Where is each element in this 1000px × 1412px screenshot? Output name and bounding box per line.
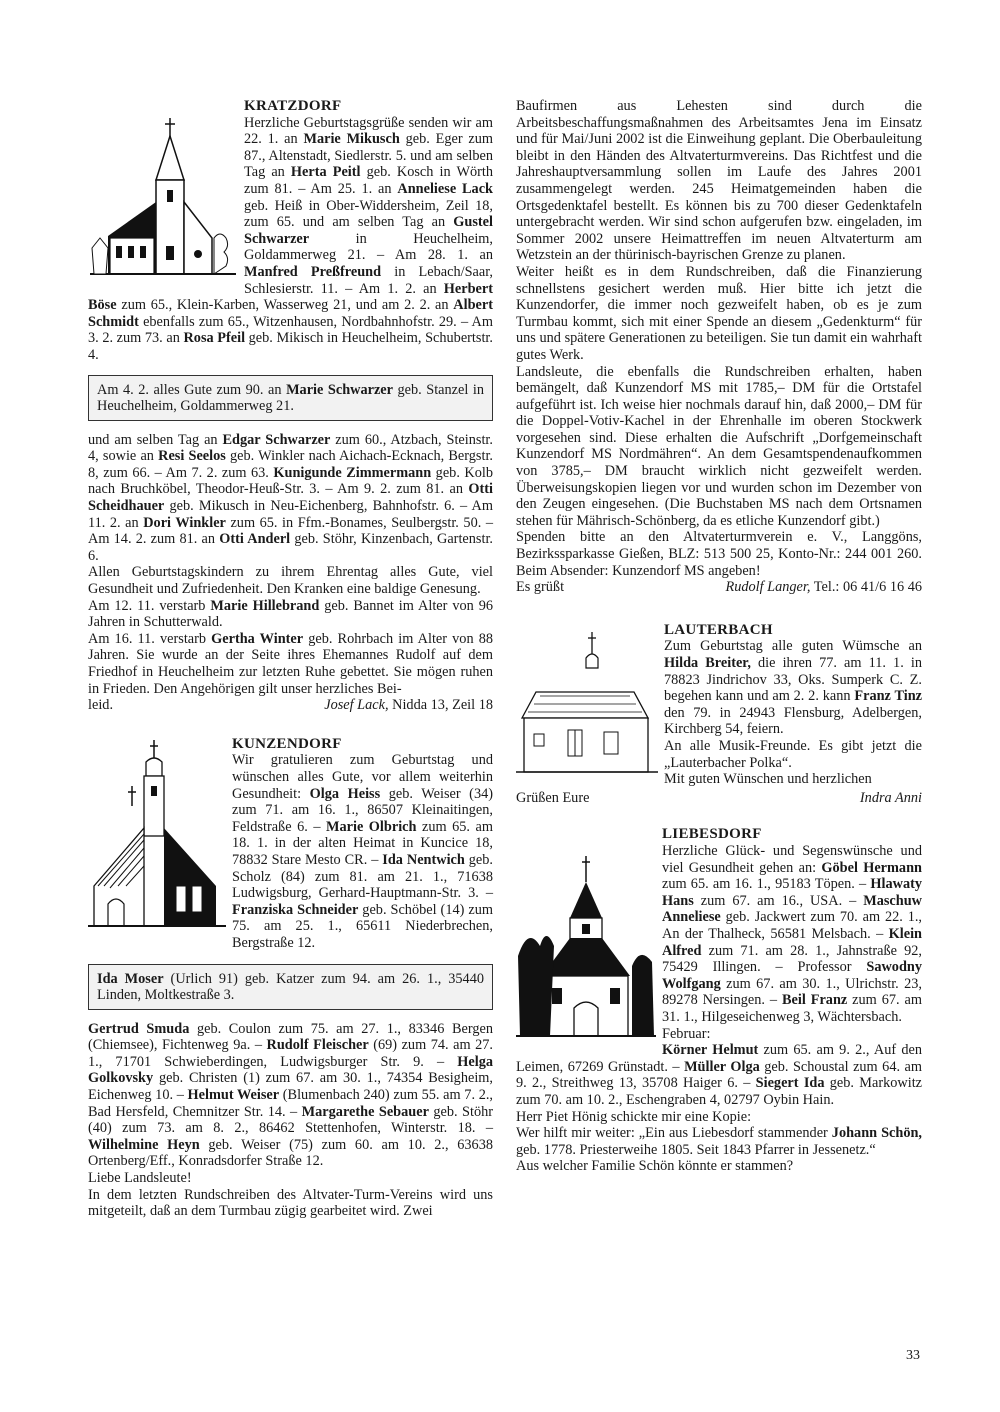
kratzdorf-signature-left: leid.	[88, 697, 114, 714]
bold-name: Helmut Weiser	[187, 1087, 280, 1104]
text-run: (69) zum 74. am 27. 1., 71701 Schwieberdingen, Ludwigsburger Str. 9. –	[88, 1037, 493, 1070]
liebesdorf-copy-note	[516, 1109, 922, 1126]
text-run: geb. Stanzel in Heuchelheim, Goldammerweg 21.	[97, 381, 484, 415]
bold-name: Albert Schmidt	[88, 297, 493, 330]
bold-name: Olga Heiss	[309, 785, 381, 802]
text-run: In dem letzten Rundschreiben des Altvater-Turm-Vereins wird uns mitgeteilt, daß an dem Turmbau zügig gearbeitet wird. Zwei	[88, 1186, 493, 1220]
kunzendorf-donation-paragraph	[516, 529, 922, 579]
bold-name: Gertha Winter	[211, 630, 304, 647]
text-run: zum 67. am 30. 1., Ulrichstr. 23, 89278 Nersingen. –	[662, 975, 922, 1009]
bold-name: Maschuw Anneliese	[662, 892, 922, 926]
text-run: geb. Mikusch in Neu-Eichenberg, Bahnhofstr. 6. – Am 11. 2. an	[88, 498, 493, 531]
text-run: Am 12. 11. verstarb	[88, 597, 211, 614]
text-run: geb. Kosch in Wörth zum 81. – Am 25. 1. an	[244, 164, 493, 197]
kratzdorf-highlight-box	[88, 375, 493, 421]
text-run: (Blumenbach 240) zum 55. am 7. 2., Bad Hersfeld, Chemnitzer Str. 14. –	[88, 1087, 493, 1120]
text-run: und am selben Tag an	[88, 431, 223, 448]
bold-name: Manfred Preßfreund	[244, 263, 382, 280]
text-run: Am 16. 11. verstarb	[88, 630, 212, 647]
kunzendorf-heading: KUNZENDORF	[232, 735, 342, 752]
bold-name: Müller Olga	[684, 1058, 760, 1075]
bold-name: Herbert Böse	[88, 280, 493, 314]
text-run: Landsleute, die ebenfalls die Rundschreiben erhalten, haben bemängelt, daß Kunzendorf MS mit 1785,– DM für die Ortstafel aufgeführt ist. Ich weise hier nochmals darauf hin, daß 2000,– DM für die Doppel-Votiv-Kachel in der Ehrenhalle im oberen Stockwerk vorgesehen sind. Diese erhalten die Aufschrift „Dorfgemeinschaft Kunzendorf MS Nordmähren“. An dem Gesamtspendenaufkommen von 3785,– DM braucht wirklich nicht gezweifelt werden. Überweisungskopien liegen vor und wurden schon im Dezember von den Zeugen eingesehen. (Die Buchstaben MS nach dem Ortsnamen stehen für Mährisch-Schönberg, da es etliche Kunzendorf gibt.)	[516, 363, 922, 529]
text-run: geb. Weiser (34) zum 71. am 16. 1., 86507 Kleinaitingen, Feldstraße 6. –	[232, 785, 493, 835]
kunzendorf-greeting	[88, 1170, 493, 1187]
text-run: Allen Geburtstagskindern zu ihrem Ehrentag alles Gute, viel Gesundheit und Zufriedenheit. Den Kranken eine baldige Genesung.	[88, 564, 493, 598]
text-run: Herzliche Glück- und Segenswünsche und viel Gesundheit gehen an:	[662, 843, 922, 876]
text-run: geb. Coulon zum 75. am 27. 1., 83346 Bergen (Chiemsee), Fichtenweg 9a. –	[88, 1020, 493, 1054]
bold-name: Rudolf Fleischer	[266, 1037, 369, 1054]
right-column	[516, 98, 922, 1175]
kunzendorf-landsleute-paragraph	[516, 364, 922, 530]
text-run: geb. Schoustal zum 64. am 9. 2., Streithweg 13, 35708 Haiger 6. –	[516, 1058, 923, 1092]
bold-name: Johann Schön,	[831, 1125, 923, 1142]
kratzdorf-heading: KRATZDORF	[244, 98, 342, 114]
kratzdorf-church-illustration	[88, 98, 238, 294]
text-run: Aus welcher Familie Schön könnte er stammen?	[516, 1158, 794, 1175]
kunzendorf-signature-name: Rudolf Langer,	[725, 579, 811, 596]
text-run: zum 65., Klein-Karben, Wasserweg 21, und am 2. 2. an	[116, 297, 454, 314]
text-run: den 79. in 24943 Flensburg, Adelbergen, Kirchberg 54, feiern.	[664, 704, 922, 738]
bold-name: Göbel Hermann	[821, 859, 922, 876]
kratzdorf-box-text	[97, 382, 484, 415]
page-number: 33	[906, 1348, 920, 1363]
text-run: zum 65. in Ffm.-Bonames, Seulbergstr. 50. – Am 14. 2. zum 81. an	[88, 514, 494, 548]
bold-name: Rosa Pfeil	[183, 330, 246, 347]
bold-name: Dori Winkler	[143, 514, 226, 531]
liebesdorf-heading: LIEBESDORF	[662, 826, 762, 843]
text-run: geb. Markowitz zum 70. am 10. 2., Eschengraben 4, 02797 Oybin Hain.	[516, 1075, 923, 1108]
kratzdorf-signature-address: Nidda 13, Zeil 18	[388, 697, 493, 714]
kunzendorf-box-text	[97, 971, 484, 1004]
text-run: Mit guten Wünschen und herzlichen	[664, 771, 872, 788]
text-run: Spenden bitte an den Altvaterturmverein e. V., Langgöns, Bezirkssparkasse Gießen, BLZ: 513 500 25, Konto-Nr.: 244 001 260. Beim Absender: Kunzendorf MS angeben!	[516, 529, 922, 579]
bold-name: Ida Moser	[97, 970, 164, 987]
text-run: geb. Mikisch in Heuchelheim, Schubertstr. 4.	[88, 330, 493, 363]
liebesdorf-church-illustration	[516, 826, 656, 1054]
bold-name: Marie Hillebrand	[210, 597, 320, 614]
text-run: geb. Kolb nach Bruchköbel, Theodor-Heuß-Str. 3. – Am 9. 2. zum 81. an	[88, 464, 493, 498]
text-run: Wir gratulieren zum Geburtstag und wünschen alles Gute, vor allem weiterhin Gesundheit:	[232, 752, 493, 802]
kunzendorf-birthday-paragraph-2	[88, 1021, 493, 1170]
bold-name: Herta Peitl	[290, 164, 361, 181]
bold-name: Marie Schwarzer	[286, 381, 393, 398]
text-run: geb. Eger zum 87., Altenstadt, Siedlerstr. 5. und am selben Tag an	[244, 131, 493, 181]
lauterbach-chapel-illustration	[516, 622, 658, 790]
text-run: Herr Piet Hönig schickte mir eine Kopie:	[516, 1108, 752, 1125]
kratzdorf-signature	[88, 697, 493, 714]
text-run: geb. Schöbel (14) zum 75. am 25. 1., 65611 Niederbrechen, Bergstraße 12.	[232, 901, 493, 951]
bold-name: Sawodny Wolfgang	[662, 959, 922, 992]
bold-name: Körner Helmut	[662, 1042, 759, 1059]
bold-name: Gustel Schwarzer	[244, 214, 493, 247]
kunzendorf-signature	[516, 579, 922, 596]
bold-name: Kunigunde Zimmermann	[273, 464, 432, 481]
text-run: geb. Weiser (75) zum 60. am 10. 2., 63638 Ortenberg/Eff., Konradsdorfer Straße 12.	[88, 1136, 493, 1170]
bold-name: Margarethe Sebauer	[301, 1103, 429, 1120]
text-run: geb. Stöhr, Kinzenbach, Gartenstr. 6.	[88, 531, 493, 564]
liebesdorf-final-question	[516, 1158, 922, 1175]
kratzdorf-wishes-paragraph	[88, 564, 493, 597]
bold-name: Beil Franz	[781, 992, 848, 1009]
kratzdorf-obituary-2	[88, 631, 493, 697]
text-run: zum 65. am 9. 2., Auf den Leimen, 67269 Grünstadt. –	[516, 1042, 922, 1075]
kunzendorf-signature-left: Es grüßt	[516, 579, 565, 596]
bold-name: Otti Anderl	[219, 531, 291, 548]
bold-name: Marie Olbrich	[325, 818, 417, 835]
text-run: Wer hilft mir weiter: „Ein aus Liebesdorf stammender	[516, 1125, 832, 1142]
text-run: geb. Stöhr (40) zum 73. am 8. 2., 86462 Stettenhofen, Winterstr. 18. –	[88, 1103, 493, 1137]
text-run: geb. Scholz (84) zum 81. am 21. 1., 71638 Ludwigsburg, Gerhard-Hauptmann-Str. 3. –	[232, 851, 494, 902]
text-run: An alle Musik-Freunde. Es gibt jetzt die „Lauterbacher Polka“.	[664, 737, 922, 771]
lauterbach-signature-left: Grüßen Eure	[516, 789, 590, 806]
liebesdorf-question-paragraph	[516, 1125, 922, 1158]
text-run: (Urlich 91) geb. Katzer zum 94. am 26. 1., 35440 Linden, Moltkestraße 3.	[97, 970, 484, 1004]
bold-name: Anneliese Lack	[397, 180, 494, 197]
text-run: ebenfalls zum 65., Witzenhausen, Nordbahnhofstr. 29. – Am 3. 2. zum 73. an	[88, 313, 493, 347]
text-run: geb. 1778. Priesterweihe 1805. Seit 1843 Pfarrer in Jessenetz.“	[516, 1141, 876, 1158]
kratzdorf-obituary-1	[88, 598, 493, 631]
kunzendorf-tower-paragraph	[88, 1187, 493, 1220]
bold-name: Franz Tinz	[854, 688, 922, 705]
text-run: Weiter heißt es in dem Rundschreiben, daß die Finanzierung schnellstens gesichert werden muß. Hier bitte ich jetzt die Kunzendorfer, die immer noch gezweifelt haben, ob es je zum Turmbau kommt, sich mit einer Spende an diesem „Gedenkturm“ für uns und spätere Generationen zu beteiligen. Sie tun damit ein wahrhaft gutes Werk.	[516, 263, 922, 363]
kunzendorf-church-illustration	[88, 736, 226, 946]
text-run: zum 60., Atzbach, Steinstr. 4, sowie an	[88, 431, 493, 465]
bold-name: Gertrud Smuda	[88, 1020, 190, 1037]
text-run: geb. Bannet im Alter von 96 Jahren in Schutterwald.	[88, 597, 493, 631]
text-run: zum 71. am 28. 1., Jahnstraße 92, 75429 Illingen. – Professor	[662, 942, 922, 976]
bold-name: Hilda Breiter,	[664, 655, 751, 671]
kunzendorf-highlight-box	[88, 964, 493, 1010]
text-run: geb. Christen (1) zum 67. am 30. 1., 74354 Besigheim, Eichenweg 10. –	[88, 1070, 493, 1104]
lauterbach-heading: LAUTERBACH	[664, 621, 773, 638]
text-run: Zum Geburtstag alle guten Wümsche an	[664, 638, 922, 655]
text-run: zum 65. am 16. 1., 95183 Töpen. –	[662, 876, 871, 893]
bold-name: Ida Nentwich	[382, 851, 465, 868]
bold-name: Marie Mikusch	[303, 131, 400, 148]
bold-name: Klein Alfred	[662, 925, 922, 959]
text-run: Liebe Landsleute!	[88, 1170, 192, 1187]
bold-name: Resi Seelos	[158, 448, 226, 465]
bold-name: Hlawaty Hans	[662, 876, 922, 909]
bold-name: Franziska Schneider	[232, 901, 359, 918]
text-run: geb. Winkler nach Aichach-Ecknach, Bergstr. 8, zum 66. – Am 7. 2. zum 63.	[88, 448, 493, 481]
bold-name: Helga Golkovsky	[88, 1053, 493, 1087]
text-run: in Lebach/Saar, Schlesierstr. 11. – Am 1. 2. an	[244, 263, 493, 297]
bold-name: Siegert Ida	[755, 1075, 825, 1092]
left-column	[88, 98, 493, 1220]
lauterbach-signature	[516, 790, 922, 807]
text-run: Baufirmen aus Lehesten sind durch die Arbeitsbeschaffungsmaßnahmen des Arbeitsamtes Jena im Einsatz und für Mai/Juni 2002 ist die Einweihung geplant. Die Oberbauleitung bleibt in den Händen des Altvaterturmvereins. Das Richtfest und die Jahreshauptversammlung sollen im Laufe des Jahres 2001 zusammengelegt werden. 245 Heimatgemeinden haben die Ortsgedenktafel bestellt. Es können bis zu 700 dieser Gedenktafeln untergebracht werden. Wir sind schon aufgerufen bzw. eingeladen, im Sommer 2002 unsere Heimattreffen im neuen Altvaterturm am Wetzstein an der thürinisch-bayrischen Grenze zu planen.	[516, 98, 922, 264]
text-run: zum 67. am 16., USA. –	[693, 892, 864, 909]
kunzendorf-finance-paragraph	[516, 264, 922, 364]
text-run: geb. Heiß in Ober-Widdersheim, Zeil 18, zum 65. und am selben Tag an	[244, 197, 493, 231]
kunzendorf-tower-paragraph-cont	[516, 98, 922, 264]
text-run: die ihren 77. am 11. 1. in 78823 Jindrichov 33, Oks. Sumperk C. Z. begehen kann und am 2. 2. kann	[664, 655, 922, 705]
text-run: Februar:	[662, 1025, 711, 1042]
kratzdorf-signature-name: Josef Lack,	[324, 697, 389, 714]
text-run: in Heuchelheim, Goldammerweg 21. – Am 28. 1. an	[244, 230, 493, 264]
kratzdorf-birthday-paragraph-2	[88, 432, 493, 565]
text-run: Herzliche Geburtstagsgrüße senden wir am 22. 1. an	[244, 114, 493, 148]
bold-name: Edgar Schwarzer	[222, 431, 331, 448]
text-run: zum 65. am 18. 1. in der alten Heimat in Kuncice 18, 78832 Stare Mesto CR. –	[232, 818, 493, 868]
text-run: geb. Rohrbach im Alter von 88 Jahren. Sie wurde an der Seite ihres Ehemannes Rudolf auf dem Friedhof in Heuchelheim zur letzten Ruhe gebettet. Sie mögen ruhen in Frieden. Den Angehörigen gilt unser herzliches Bei-	[88, 630, 494, 697]
bold-name: Wilhelmine Heyn	[88, 1136, 200, 1153]
lauterbach-signature-name: Indra Anni	[859, 789, 922, 806]
text-run: zum 67. am 31. 1., Hilgeseichenweg 3, Wächtersbach.	[662, 992, 922, 1025]
bold-name: Otti Scheidhauer	[88, 481, 493, 515]
text-run: geb. Jackwert zum 70. am 22. 1., An der Thalheck, 56581 Melsbach. –	[662, 909, 922, 942]
kunzendorf-signature-phone: Tel.: 06 41/6 16 46	[810, 579, 922, 596]
text-run: Am 4. 2. alles Gute zum 90. an	[97, 381, 287, 398]
